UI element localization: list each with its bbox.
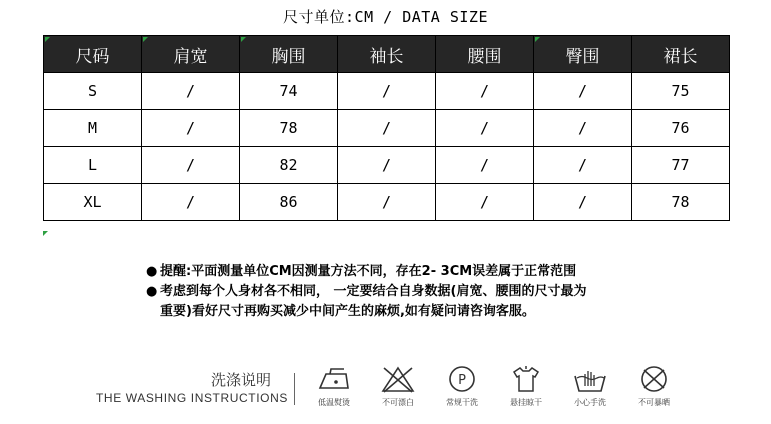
header-length: 裙长: [632, 36, 730, 73]
table-header-row: [44, 36, 730, 73]
table-row: [44, 184, 730, 221]
no-tumble-dry-icon: 不可暴晒: [622, 364, 686, 408]
table-cell: /: [142, 110, 240, 147]
table-cell: M: [44, 110, 142, 147]
table-cell: /: [338, 147, 436, 184]
size-notes: [146, 262, 586, 322]
washing-title-cn: 洗涤说明: [211, 371, 272, 389]
table-cell: 75: [632, 73, 730, 110]
table-cell: 78: [240, 110, 338, 147]
table-cell: /: [436, 110, 534, 147]
header-sleeve: 袖长: [338, 36, 436, 73]
hang-dry-icon: 悬挂晾干: [494, 364, 558, 408]
note-line-2: ● 考虑到每个人身材各不相同， 一定要结合自身数据(肩宽、腰围的尺寸最为: [146, 284, 587, 299]
table-cell: 74: [240, 73, 338, 110]
table-cell: XL: [44, 184, 142, 221]
header-bust: 胸围: [240, 36, 338, 73]
table-cell: /: [436, 184, 534, 221]
table-cell: 77: [632, 147, 730, 184]
hand-wash-icon: 小心手洗: [558, 364, 622, 408]
table-row: [44, 110, 730, 147]
header-hip: 臀围: [534, 36, 632, 73]
table-cell: /: [436, 73, 534, 110]
table-cell: 86: [240, 184, 338, 221]
table-cell: /: [534, 184, 632, 221]
header-waist: 腰围: [436, 36, 534, 73]
table-cell: /: [338, 73, 436, 110]
table-cell: /: [338, 110, 436, 147]
no-bleach-icon: 不可漂白: [366, 364, 430, 408]
low-temp-iron-icon: 低温熨烫: [302, 364, 366, 408]
table-cell: /: [436, 147, 534, 184]
table-cell: /: [142, 147, 240, 184]
table-cell: /: [338, 184, 436, 221]
table-cell: 82: [240, 147, 338, 184]
table-cell: /: [534, 73, 632, 110]
washing-title-en: THE WASHING INSTRUCTIONS: [96, 391, 288, 405]
table-cell: /: [534, 110, 632, 147]
divider: [294, 373, 295, 405]
svg-text:P: P: [458, 373, 466, 388]
table-cell: /: [142, 184, 240, 221]
header-shoulder: 肩宽: [142, 36, 240, 73]
size-table: [43, 35, 730, 221]
table-row: [44, 73, 730, 110]
table-cell: L: [44, 147, 142, 184]
table-cell: /: [534, 147, 632, 184]
note-line-1: ● 提醒:平面测量单位CM因测量方法不同，存在2- 3CM误差属于正常范围: [146, 264, 577, 279]
table-cell: /: [142, 73, 240, 110]
corner-mark: [43, 231, 48, 236]
page-title: 尺寸单位:CM / DATA SIZE: [283, 8, 488, 26]
table-row: [44, 147, 730, 184]
washing-icons: [302, 364, 686, 414]
table-cell: S: [44, 73, 142, 110]
note-line-3: 重要)看好尺寸再购买减少中间产生的麻烦,如有疑问请咨询客服。: [160, 304, 535, 319]
table-cell: 76: [632, 110, 730, 147]
dry-clean-icon: P 常规干洗: [430, 364, 494, 408]
table-cell: 78: [632, 184, 730, 221]
header-size: 尺码: [44, 36, 142, 73]
